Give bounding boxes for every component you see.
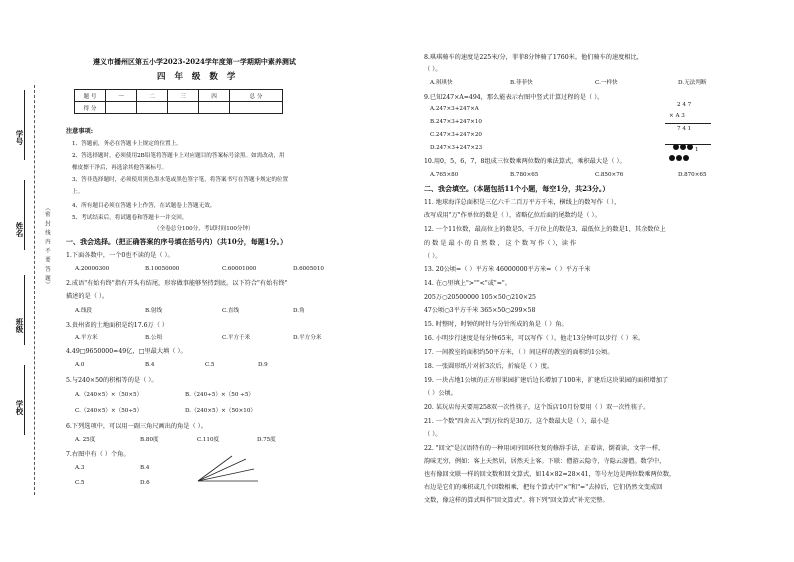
fill-line: 15. 时整时，时钟的时针与分针所成的角是（ ）角。: [424, 321, 568, 328]
q3-option-a: A.平方米: [75, 335, 98, 341]
seal-line: [34, 85, 35, 495]
vertical-multiplication: [655, 102, 715, 157]
q7-stem: 7.右图中有（ ）个角。: [66, 451, 130, 458]
score-cell[interactable]: [199, 102, 230, 114]
fill-line: 14. 在○里填上">""<"或"="。: [424, 280, 511, 287]
q2-option-a: A.线段: [75, 308, 93, 314]
q10-option-a: A.765×80: [430, 172, 459, 178]
fill-line: 的 数 是 最 小 的 自 然 数 ， 这 个 数 写 作（ ），读 作: [424, 240, 577, 247]
q6-option-b: B.80度: [140, 437, 159, 443]
vm-partial: 7 4 1: [677, 126, 692, 132]
id-label: 学号: [15, 130, 24, 145]
fill-line: 13. 20公顷=（ ）平方米 46000000平方米=（ ）平方千米: [424, 266, 591, 273]
q8-option-c: C.一样快: [595, 80, 618, 86]
q1-option-a: A.20000300: [75, 266, 110, 272]
score-row-label: 得 分: [75, 102, 106, 114]
q10-stem: 10.用0，5，6，7，8组成三位数乘两位数的乘法算式，乘积最大是（ ）。: [424, 158, 626, 165]
score-header-cell: 四: [199, 90, 230, 102]
q5-option-b: B.（240÷5）×（50 ÷5）: [185, 392, 255, 398]
fill-line: （ ）。: [424, 253, 442, 260]
school-field-line[interactable]: [24, 365, 25, 435]
q5-option-a: A.（240×5）×（50×5）: [75, 392, 143, 398]
q7-option-c: C.5: [75, 480, 85, 486]
q6-option-c: C.110度: [197, 437, 220, 443]
note-item: 2、答选择题时，必须使用2B铅笔将答题卡上对应题目的答案标号涂黑。如需改动，用: [72, 153, 285, 159]
q3-option-c: C.平方千米: [222, 335, 251, 341]
q2-stem-cont: 描述的是（ ）。: [66, 293, 109, 300]
q1-option-d: D.6005010: [293, 266, 324, 272]
fill-line: 20. 某玩店每天要用258双一次性筷子，这个饭店10月份要用（ ）双一次性筷子。: [424, 404, 650, 411]
class-field-line[interactable]: [24, 275, 25, 345]
q7-option-d: D.6: [140, 480, 150, 486]
vm-result-last: 1: [695, 147, 699, 153]
fill-line: 19. 一块占地1公顷的正方形果园扩建后边长增加了100米，扩建后这块果园的面积增加了: [424, 377, 669, 384]
q3-stem: 3.贵州省的土地面积是约17.6万（ ）: [66, 322, 169, 329]
score-header-cell: 题 号: [75, 90, 106, 102]
q9-option-c: C.247×3+247×20: [430, 132, 482, 138]
q10-option-c: C.850×76: [595, 172, 624, 178]
fill-line: 22. "回文"是汉语特有的一种用词序回环往复的修辞手法，正着读，倒着读，文字一样，: [424, 445, 665, 452]
q8-option-a: A.琪琪快: [430, 80, 453, 86]
fill-line: 12. 一个11位数，最高位上的数是5，千万位上的数是3，最低位上的数是1，其余数位上: [424, 226, 666, 233]
q1-option-b: B.10050000: [145, 266, 180, 272]
fill-line: 205万○20500000 105×50○210×25: [424, 294, 536, 301]
q6-option-a: A. 25度: [75, 437, 96, 443]
q10-option-d: D.870×65: [678, 172, 707, 178]
notes-heading: 注意事项:: [66, 128, 94, 135]
fill-line: 也有像回文联一样的回文数和回文算式，如14×82=28×41，等号左边是两位数乘两位数，: [424, 471, 676, 478]
fill-line: 韵味无穷，例如：客上天然居，居然天上客。下联：僧游云隐寺，寺隐云游僧。数学中，: [424, 458, 666, 465]
q2-option-b: B.射线: [145, 308, 163, 314]
q7-option-a: A.3: [75, 465, 85, 471]
score-cell[interactable]: [137, 102, 168, 114]
exam-info: （全卷总分100分，考试时间100分钟）: [154, 226, 254, 232]
note-item: 1、答题前，务必在答题卡上规定的位置上。: [72, 141, 182, 147]
fill-line: 改写成用"万"作单位的数是（ ），省略亿位后面的尾数约是（ ）。: [424, 212, 601, 219]
q1-stem: 1.下面各数中，一个0也不读的是（ ）。: [66, 252, 174, 259]
name-label: 姓名: [15, 222, 24, 237]
q9-option-a: A.247×3+247×A: [430, 106, 479, 112]
q4-option-b: B.4: [145, 362, 155, 368]
q10-option-b: B.780×65: [510, 172, 539, 178]
vm-multiplier: × A 3: [669, 113, 685, 119]
masked-digit-icon: [669, 155, 675, 161]
q8-stem: 8.琪琪骑车的速度是225米/分，菲菲8分钟骑了1760米。他们骑车的速度相比，: [424, 54, 643, 61]
note-item: 4、所有题目必须在答题卡上作答，在试题卷上答题无效。: [72, 203, 216, 209]
q4-option-c: C.5: [205, 362, 215, 368]
q4-option-a: A.0: [75, 362, 85, 368]
fill-line: （ ）。: [424, 431, 442, 438]
section1-heading: 一、我会选择。（把正确答案的序号填在括号内）（共10分，每题1分。）: [66, 237, 288, 246]
school-label: 学校: [15, 400, 24, 415]
q3-option-d: D.平方分米: [293, 335, 322, 341]
q9-stem: 9.已知247×A=494，那么能表示右图中竖式计算过程的是（ ）。: [424, 94, 604, 101]
q8-stem-cont: （ ）。: [424, 66, 442, 73]
vm-result-row: [669, 147, 690, 166]
fill-line: 17. 一间教室的面积约50平方米，（ ）间这样的教室的面积约1公顷。: [424, 349, 614, 356]
note-item: 3、答非选择题时，必须使用黑色墨水笔或黑色签字笔，将答案书写在答题卡规定的位置: [72, 177, 289, 183]
q9-option-b: B.247×3+247×10: [430, 119, 482, 125]
score-cell[interactable]: [168, 102, 199, 114]
fill-line: （ ）公顷。: [424, 390, 457, 397]
exam-title: 遵义市播州区第五小学2023-2024学年度第一学期期中素养测试: [93, 57, 296, 66]
fill-line: 文数，像这样的算式叫作"回文算式"。将下列"回文算式"补充完整。: [424, 497, 609, 504]
q2-stem: 2.成语"有始有终"指有开头有结尾，形容做事能够坚持到底。以下符合"有始有终": [66, 280, 288, 287]
q8-option-b: B.菲菲快: [510, 80, 533, 86]
name-field-line[interactable]: [24, 180, 25, 250]
subject-title: 四 年 级 数 学: [157, 72, 239, 82]
score-table: [74, 89, 283, 114]
fill-line: 16. 小明步行速度是每分钟65米，可以写作（ ）。他走13分钟可以步行（ ）米。: [424, 335, 645, 342]
q2-option-d: D.角: [293, 308, 305, 314]
class-label: 班级: [15, 318, 24, 333]
angle-figure: [196, 455, 260, 483]
vm-top: 2 4 7: [677, 102, 692, 108]
section2-heading: 二、我会填空。（本题包括11个小题，每空1分，共23分。）: [424, 184, 610, 193]
masked-digit-icon: [683, 155, 689, 161]
seal-notice: （密 封 线 内 不 要 答 题）: [44, 205, 50, 288]
q5-stem: 5.与240×50的积相等的是（ ）。: [66, 377, 158, 384]
vm-rule-2: [665, 144, 711, 145]
fill-line: 18. 一张圆形纸片对折3次后，折痕是（ ）度。: [424, 363, 554, 370]
score-header-cell: 一: [106, 90, 137, 102]
q1-option-c: C.60001000: [222, 266, 257, 272]
note-item: 橡皮擦干净后，再选涂其他答案标号。: [72, 165, 168, 171]
q6-option-d: D.75度: [257, 437, 276, 443]
masked-digit-icon: [676, 155, 682, 161]
score-header-cell: 三: [168, 90, 199, 102]
score-header-cell: 总 分: [230, 90, 283, 102]
note-item: 5、考试结束后，将试题卷和答题卡一并交回。: [72, 215, 188, 221]
q5-option-d: D.（240×5）×（50×10）: [185, 408, 256, 414]
q6-stem: 6.下列选项中，可以用一副三角尺画出的角是（ ）。: [66, 423, 207, 430]
q3-option-b: B.公顷: [145, 335, 163, 341]
q5-option-c: C.（240×5）×（50÷5）: [75, 408, 143, 414]
vm-rule: [665, 123, 711, 124]
q8-option-d: D.无法判断: [678, 80, 707, 86]
id-field-line[interactable]: [24, 90, 25, 160]
note-item: 上。: [72, 189, 84, 195]
fill-line: 21. 一个数"四舍五入"到万位约是30万，这个数最大是（ ），最小是: [424, 418, 610, 425]
fill-line: 47公顷○3平方千米 365×50○299×58: [424, 307, 536, 314]
fill-line: 右边是它们的乘积或几个因数相乘，把每个算式中"×"和"="去掉后，它们仍然文变成回: [424, 484, 663, 491]
q4-stem: 4.49□9650000≈49亿，□里最大填（ ）。: [66, 348, 187, 355]
q7-option-b: B.4: [140, 465, 150, 471]
q9-option-d: D.247×3+247×23: [430, 145, 483, 151]
fill-line: 11. 地球海洋总面积是三亿六千二百万平方千米，横线上的数写作（ ），: [424, 199, 621, 206]
q4-option-d: D.9: [258, 362, 268, 368]
score-cell[interactable]: [230, 102, 283, 114]
q2-option-c: C.直线: [222, 308, 240, 314]
score-header-cell: 二: [137, 90, 168, 102]
score-cell[interactable]: [106, 102, 137, 114]
